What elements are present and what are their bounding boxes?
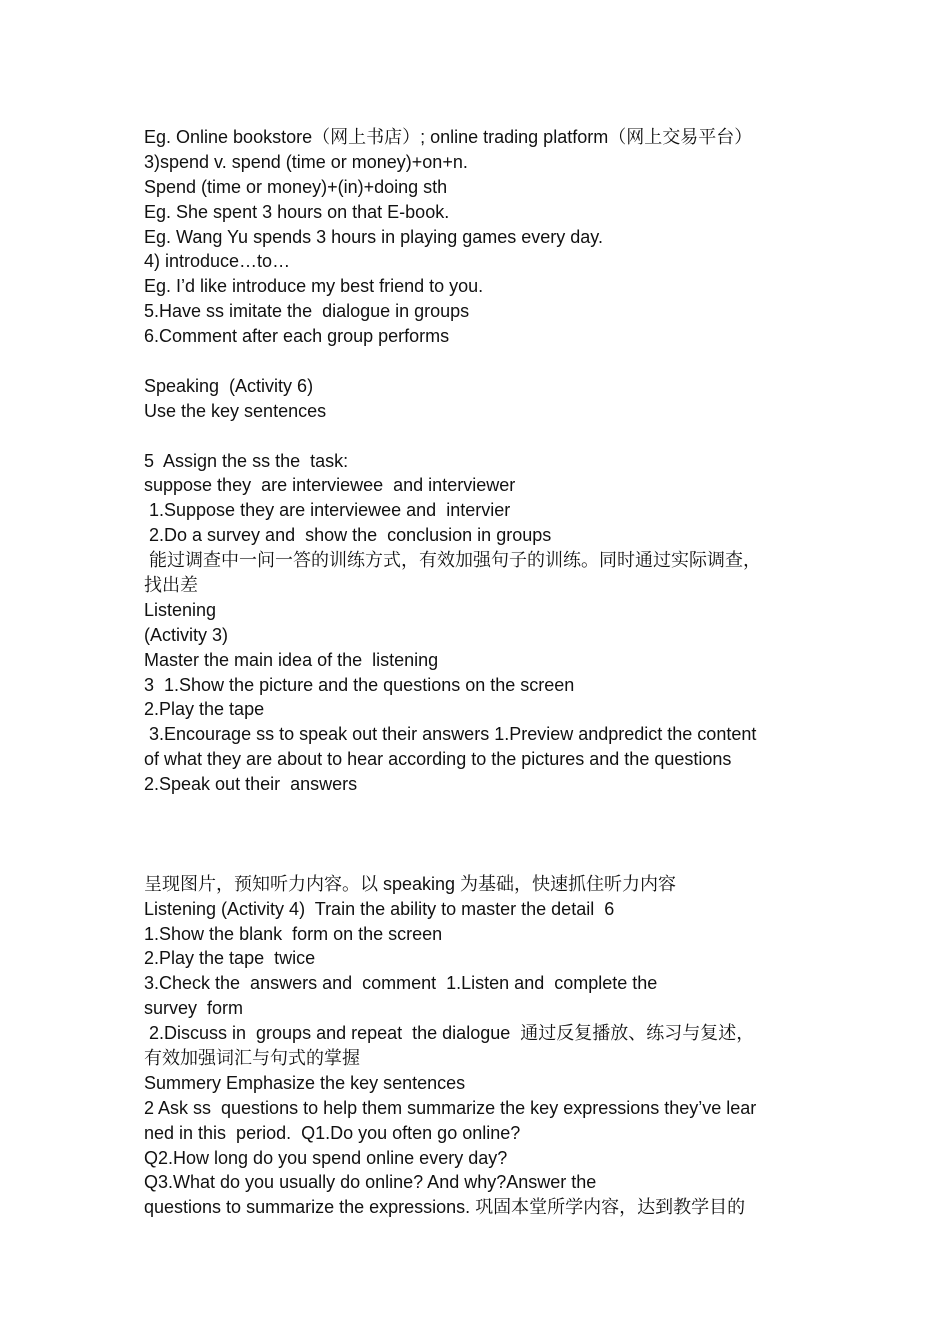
text-line: 6.Comment after each group performs: [144, 326, 450, 347]
text-line: 2.Play the tape twice: [144, 948, 316, 969]
blank-line: [144, 424, 814, 449]
text-line: Master the main idea of the listening: [144, 649, 439, 670]
text-line: 3 1.Show the picture and the questions on the screen: [144, 674, 575, 695]
text-line: survey form: [144, 998, 244, 1019]
text-line: Listening (Activity 4) Train the ability to master the detail 6: [144, 898, 615, 919]
text-line: 2.Play the tape: [144, 699, 265, 720]
text-line: 4) introduce…to…: [144, 251, 291, 272]
text-line: 有效加强词汇与句式的掌握: [144, 1047, 360, 1068]
text-line: 5 Assign the ss the task:: [144, 450, 349, 471]
text-line: 3)spend v. spend (time or money)+on+n.: [144, 151, 468, 172]
blank-line: [144, 349, 814, 374]
text-line: suppose they are interviewee and interviewer: [144, 475, 516, 496]
text-line: Eg. Wang Yu spends 3 hours in playing games every day.: [144, 226, 603, 247]
text-line: 2.Speak out their answers: [144, 774, 358, 795]
text-line: 1.Suppose they are interviewee and intervier: [144, 500, 511, 521]
section-heading-speaking: Speaking (Activity 6): [144, 375, 314, 396]
document-body: [144, 125, 814, 1220]
text-line: 2 Ask ss questions to help them summarize the key expressions they’ve lear: [144, 1097, 757, 1118]
text-line: of what they are about to hear according to the pictures and the questions: [144, 749, 732, 770]
text-line: Q2.How long do you spend online every day?: [144, 1147, 508, 1168]
text-line: 2.Discuss in groups and repeat the dialogue 通过反复播放、练习与复述，: [144, 1023, 755, 1044]
text-line: Q3.What do you usually do online? And why?Answer the: [144, 1172, 597, 1193]
text-line: 找出差: [144, 575, 198, 596]
text-line: 2.Do a survey and show the conclusion in groups: [144, 525, 552, 546]
blank-line: [144, 797, 814, 822]
blank-line: [144, 822, 814, 847]
text-line: questions to summarize the expressions. 巩固本堂所学内容，达到教学目的: [144, 1197, 746, 1218]
text-line: Eg. She spent 3 hours on that E-book.: [144, 201, 450, 222]
text-line: Eg. Online bookstore（网上书店）; online trading platform（网上交易平台）: [144, 127, 753, 147]
text-line: (Activity 3): [144, 624, 229, 645]
text-line: Spend (time or money)+(in)+doing sth: [144, 176, 448, 197]
text-line: 呈现图片，预知听力内容。以 speaking 为基础，快速抓住听力内容: [144, 873, 677, 894]
text-line: 5.Have ss imitate the dialogue in groups: [144, 301, 470, 322]
text-line: ned in this period. Q1.Do you often go online?: [144, 1122, 521, 1143]
blank-line: [144, 847, 814, 872]
text-line: 3.Encourage ss to speak out their answers 1.Preview andpredict the content: [144, 724, 757, 745]
section-heading-summery: Summery Emphasize the key sentences: [144, 1072, 466, 1093]
text-line: 1.Show the blank form on the screen: [144, 923, 443, 944]
text-line: 能过调查中一问一答的训练方式，有效加强句子的训练。同时通过实际调查，: [144, 550, 761, 571]
text-line: Eg. I’d like introduce my best friend to you.: [144, 276, 484, 297]
text-line: 3.Check the answers and comment 1.Listen and complete the: [144, 973, 658, 994]
section-heading-listening: Listening: [144, 599, 217, 620]
text-line: Use the key sentences: [144, 400, 327, 421]
